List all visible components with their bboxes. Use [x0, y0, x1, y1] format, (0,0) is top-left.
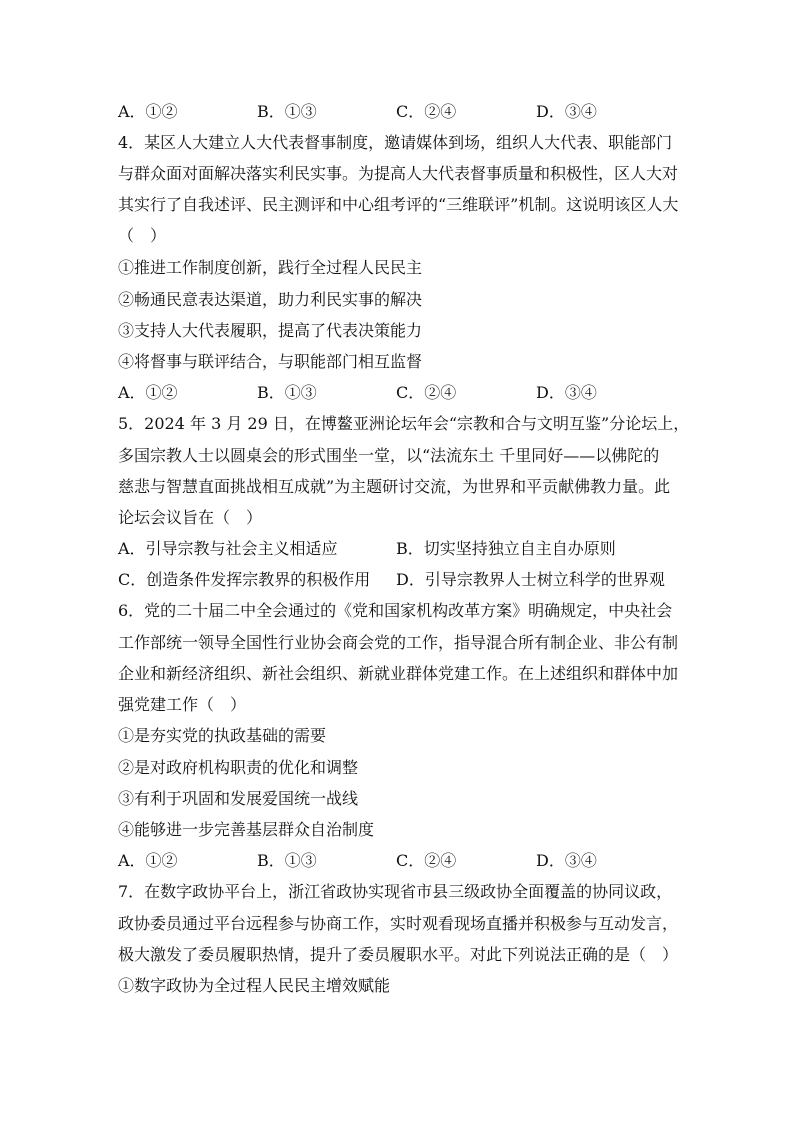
q7-stem-line: 极大激发了委员履职热情，提升了委员履职水平。对此下列说法正确的是（ ） — [118, 945, 679, 964]
q6-item: ④能够进一步完善基层群众自治制度 — [118, 820, 375, 839]
q5-stem-line: 5．2024 年 3 月 29 日，在博鳌亚洲论坛年会“宗教和合与文明互鉴”分论坛上， — [118, 414, 690, 433]
q4-options — [118, 383, 678, 403]
q5-stem-line: 多国宗教人士以圆桌会的形式围坐一堂，以“法流东土 千里同好——以佛陀的 — [118, 446, 660, 465]
q6-options — [118, 851, 678, 871]
q5-options-row — [118, 570, 678, 590]
q4-item: ④将督事与联评结合，与职能部门相互监督 — [118, 352, 423, 371]
q6-item: ①是夯实党的执政基础的需要 — [118, 726, 327, 745]
option-d: D．③④ — [536, 851, 597, 870]
option-b: B．①③ — [257, 851, 317, 870]
q6-stem-line: 企业和新经济组织、新社会组织、新就业群体党建工作。在上述组织和群体中加 — [118, 664, 679, 683]
q4-stem-line: 与群众面对面解决落实利民实事。为提高人大代表督事质量和积极性，区人大对 — [118, 164, 679, 183]
option-a: A．①② — [118, 102, 178, 121]
q4-stem-line: 其实行了自我述评、民主测评和中心组考评的“三维联评”机制。这说明该区人大 — [118, 195, 679, 214]
option-c: C．②④ — [396, 102, 457, 121]
option-b: B．①③ — [257, 102, 317, 121]
q4-item: ②畅通民意表达渠道，助力利民实事的解决 — [118, 290, 423, 309]
q4-stem-line: 4．某区人大建立人大代表督事制度，邀请媒体到场，组织人大代表、职能部门 — [118, 133, 673, 152]
option-b: B．切实坚持独立自主自办原则 — [396, 539, 616, 558]
q6-stem-line: 工作部统一领导全国性行业协会商会党的工作，指导混合所有制企业、非公有制 — [118, 633, 679, 652]
option-a: A．①② — [118, 383, 178, 402]
option-c: C．创造条件发挥宗教界的积极作用 — [118, 570, 371, 589]
q7-stem-line: 7．在数字政协平台上，浙江省政协实现省市县三级政协全面覆盖的协同议政， — [118, 882, 673, 901]
q6-stem-line: 强党建工作（ ） — [118, 695, 247, 714]
option-a: A．①② — [118, 851, 178, 870]
q7-stem-line: 政协委员通过平台远程参与协商工作，实时观看现场直播并积极参与互动发言， — [118, 914, 679, 933]
option-b: B．①③ — [257, 383, 317, 402]
option-d: D．③④ — [536, 383, 597, 402]
q6-stem-line: 6．党的二十届二中全会通过的《党和国家机构改革方案》明确规定，中央社会 — [118, 601, 673, 620]
option-a: A．引导宗教与社会主义相适应 — [118, 539, 338, 558]
q5-options-row — [118, 539, 678, 559]
q4-item: ①推进工作制度创新，践行全过程人民民主 — [118, 258, 423, 277]
option-c: C．②④ — [396, 851, 457, 870]
q6-item: ②是对政府机构职责的优化和调整 — [118, 758, 359, 777]
option-d: D．③④ — [536, 102, 597, 121]
q7-item: ①数字政协为全过程人民民主增效赋能 — [118, 976, 391, 995]
q5-stem-line: 慈悲与智慧直面挑战相互成就”为主题研讨交流，为世界和平贡献佛教力量。此 — [118, 477, 671, 496]
q3-options — [118, 102, 678, 122]
option-d: D．引导宗教界人士树立科学的世界观 — [396, 570, 665, 589]
q6-item: ③有利于巩固和发展爱国统一战线 — [118, 789, 359, 808]
option-c: C．②④ — [396, 383, 457, 402]
q4-answer-bracket: （ ） — [118, 226, 167, 245]
q5-stem-line: 论坛会议旨在（ ） — [118, 508, 263, 527]
q4-item: ③支持人大代表履职，提高了代表决策能力 — [118, 321, 423, 340]
